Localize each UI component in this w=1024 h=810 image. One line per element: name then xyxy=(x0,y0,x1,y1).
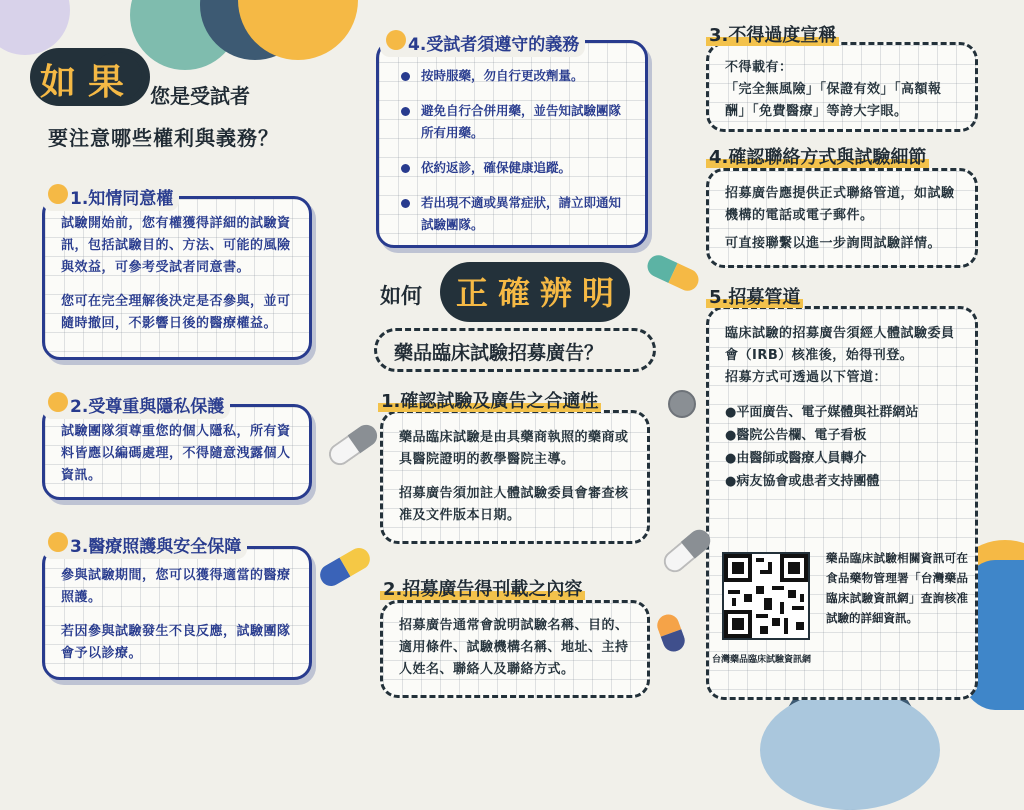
channels-title: 5.招募管道 xyxy=(706,288,803,308)
duty-item: 避免自行合併用藥，並告知試驗團隊所有用藥。 xyxy=(395,100,629,144)
card3-para1: 參與試驗期間，您可以獲得適當的醫療照護。 xyxy=(61,568,291,605)
qr-code[interactable] xyxy=(722,552,810,640)
card2-title-text: 2.受尊重與隱私保護 xyxy=(70,397,225,417)
card3-title xyxy=(42,530,247,559)
card-contact-details xyxy=(706,168,978,268)
card-duties xyxy=(376,40,648,248)
header-sub: 您是受試者 xyxy=(150,84,250,108)
center1-para2: 招募廣告須加註人體試驗委員會審查核准及文件版本日期。 xyxy=(399,486,629,523)
right2-para2: 可直接聯繫以進一步詢問試驗詳情。 xyxy=(725,236,942,251)
identify-big: 正確辨明 xyxy=(456,274,625,312)
card-medical-care xyxy=(42,546,312,680)
card3-para2: 若因參與試驗發生不良反應，試驗團隊會予以診療。 xyxy=(61,624,291,661)
right1-title: 3.不得過度宣稱 xyxy=(706,26,839,46)
right1-para2: 「完全無風險」「保證有效」「高額報酬」「免費醫療」等誇大字眼。 xyxy=(725,82,942,119)
card-ad-content xyxy=(380,600,650,698)
decor-circle-lightblue-bottom xyxy=(760,690,940,810)
channel-item: ●病友協會或患者支持團體 xyxy=(725,474,880,489)
channel-item: ●醫院公告欄、電子看板 xyxy=(725,428,867,443)
identify-prefix: 如何 xyxy=(380,284,422,308)
header-big-word: 如果 xyxy=(40,62,137,103)
channel-item: ●由醫師或醫療人員轉介 xyxy=(725,451,867,466)
capsule-icon xyxy=(644,252,702,295)
decor-circle-purple xyxy=(0,0,70,55)
capsule-icon xyxy=(325,421,382,470)
center2-title: 2.招募廣告得刊載之內容 xyxy=(380,580,585,600)
card1-title xyxy=(42,182,179,211)
card3-title-text: 3.醫療照護與安全保障 xyxy=(70,537,242,557)
duty-item: 若出現不適或異常症狀，請立即通知試驗團隊。 xyxy=(395,192,629,236)
card2-para1: 試驗團隊須尊重您的個人隱私，所有資料皆應以編碼處理，不得隨意洩露個人資訊。 xyxy=(61,424,291,483)
qr-description: 藥品臨床試驗相關資訊可在食品藥物管理署「台灣藥品臨床試驗資訊網」查詢核准試驗的詳細資訊。 xyxy=(826,551,968,625)
card-suitability xyxy=(380,410,650,544)
channels-intro: 臨床試驗的招募廣告須經人體試驗委員會（IRB）核准後，始得刊登。 xyxy=(725,326,955,363)
duties-list xyxy=(395,65,629,236)
qr-code-graphic xyxy=(724,554,808,638)
right1-para1: 不得載有： xyxy=(725,60,793,75)
duty-item: 按時服藥，勿自行更改劑量。 xyxy=(395,65,629,87)
center1-title: 1.確認試驗及廣告之合適性 xyxy=(378,392,601,412)
card2-number-dot xyxy=(48,392,68,412)
card1-para1: 試驗開始前，您有權獲得詳細的試驗資訊，包括試驗目的、方法、可能的風險與效益，可參考受試者同意書。 xyxy=(61,216,291,275)
duty-item: 依約返診，確保健康追蹤。 xyxy=(395,157,629,179)
card-no-overclaim xyxy=(706,42,978,132)
tablet-icon xyxy=(668,390,696,418)
duties-title xyxy=(380,28,585,57)
center1-para1: 藥品臨床試驗是由具藥商執照的藥商或具醫院證明的教學醫院主導。 xyxy=(399,430,629,467)
duties-title-text: 4.受試者須遵守的義務 xyxy=(408,35,580,55)
capsule-icon xyxy=(316,544,374,590)
identify-question: 藥品臨床試驗招募廣告？ xyxy=(394,342,604,364)
channel-item: ●平面廣告、電子媒體與社群網站 xyxy=(725,405,919,420)
center2-para1: 招募廣告通常會說明試驗名稱、目的、適用條件、試驗機構名稱、地址、主持人姓名、聯絡人及聯絡方式。 xyxy=(399,618,629,677)
channels-list xyxy=(725,401,959,493)
card3-number-dot xyxy=(48,532,68,552)
qr-caption: 台灣藥品臨床試驗資訊網 xyxy=(712,655,812,665)
card-informed-consent xyxy=(42,196,312,360)
card1-number-dot xyxy=(48,184,68,204)
right2-title: 4.確認聯絡方式與試驗細節 xyxy=(706,148,929,168)
duties-number-dot xyxy=(386,30,406,50)
card1-title-text: 1.知情同意權 xyxy=(70,189,174,209)
right2-para1: 招募廣告應提供正式聯絡管道，如試驗機構的電話或電子郵件。 xyxy=(725,186,955,223)
card2-title xyxy=(42,390,230,419)
channels-intro2: 招募方式可透過以下管道： xyxy=(725,370,888,385)
capsule-icon xyxy=(654,611,688,654)
header-line2: 要注意哪些權利與義務？ xyxy=(48,126,279,150)
card1-para2: 您可在完全理解後決定是否參與，並可隨時撤回，不影響日後的醫療權益。 xyxy=(61,294,291,331)
